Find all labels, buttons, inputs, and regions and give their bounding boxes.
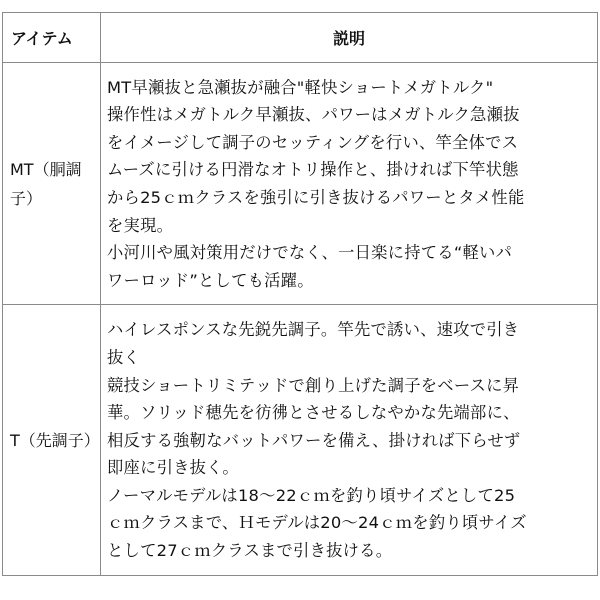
description-line: 操作性はメガトルク早瀬抜、パワーはメガトルク急瀬抜 [107, 105, 520, 125]
description-line: 相反する強靭なバットパワーを備え、掛ければ下らせず [107, 430, 521, 450]
description-line: ワーロッド”としても活躍。 [107, 270, 314, 290]
item-name: MT（胴調子） [3, 63, 101, 305]
description-line: 競技ショートリミテッドで創り上げた調子をベースに昇 [107, 375, 520, 395]
item-description [101, 63, 598, 305]
description-line: として27ｃｍクラスまで引き抜ける。 [107, 541, 393, 561]
description-line: を実現。 [107, 215, 174, 235]
description-line: 抜く [107, 347, 141, 367]
header-description: 説明 [101, 13, 598, 63]
table-row [3, 63, 598, 305]
description-line: 小河川や風対策用だけでなく、一日楽に持てる“軽いパ [107, 243, 513, 263]
header-row [3, 13, 598, 63]
header-item: アイテム [3, 13, 101, 63]
item-description [101, 305, 598, 576]
description-line: ノーマルモデルは18～22ｃｍを釣り頃サイズとして25 [107, 485, 516, 505]
spec-table [2, 12, 598, 576]
description-line: ムーズに引ける円滑なオトリ操作と、掛ければ下竿状態 [107, 160, 519, 180]
description-line: をイメージして調子のセッティングを行い、竿全体でス [107, 132, 519, 152]
description-line: ハイレスポンスな先鋭先調子。竿先で誘い、速攻で引き [107, 320, 520, 340]
item-name: T（先調子） [3, 305, 101, 576]
table-row [3, 305, 598, 576]
description-line: 即座に引き抜く。 [107, 458, 239, 478]
description-line: 華。ソリッド穂先を彷彿とさせるしなやかな先端部に、 [107, 403, 520, 423]
description-line: MT早瀬抜と急瀬抜が融合"軽快ショートメガトルク" [107, 77, 494, 97]
description-line: ｃｍクラスまで、Ｈモデルは20～24ｃｍを釣り頃サイズ [107, 513, 527, 533]
description-line: から25ｃｍクラスを強引に引き抜けるパワーとタメ性能 [107, 188, 525, 207]
